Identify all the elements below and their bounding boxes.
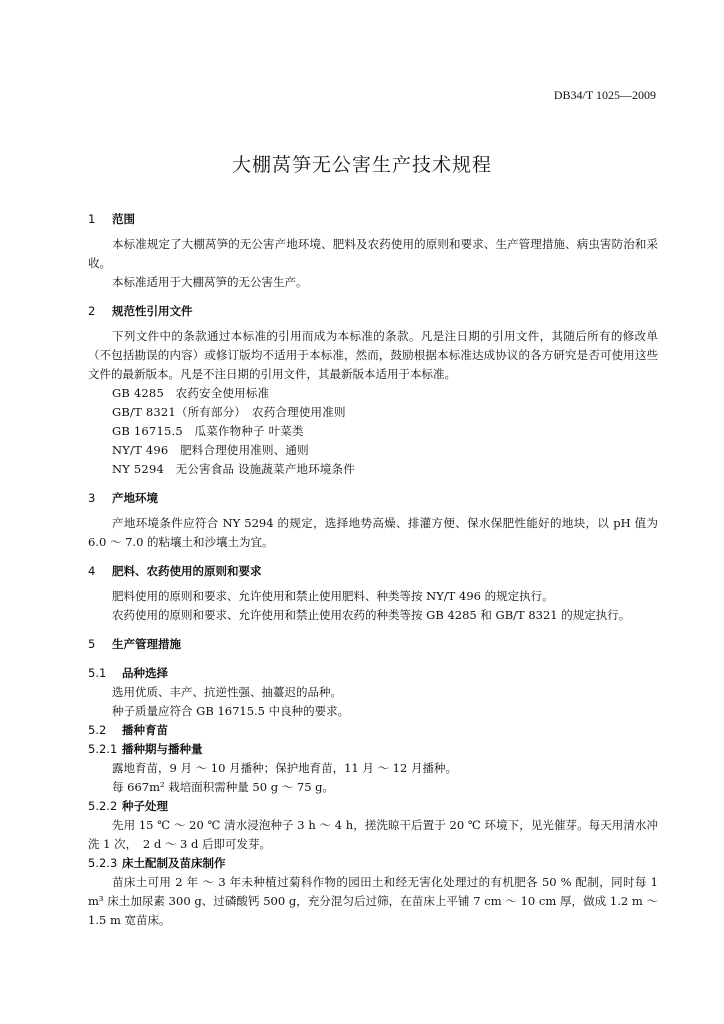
- paragraph: 苗床土可用 2 年 ～ 3 年未种植过菊科作物的园田土和经无害化处理过的有机肥各 50 % 配制，同时每 1 m³ 床土加尿素 300 g、过磷酸钙 500 g，充分混匀后过筛，在苗床上平铺 7 cm ～ 10 cm 厚，做成 1.2 m ～ 1.5 m 宽苗床。: [88, 875, 658, 927]
- section-title: 播种育苗: [122, 723, 168, 737]
- section-5-2-heading: [88, 721, 658, 740]
- section-title: 品种选择: [122, 666, 168, 680]
- paragraph: 农药使用的原则和要求、允许使用和禁止使用农药的种类等按 GB 4285 和 GB/T 8321 的规定执行。: [112, 608, 631, 622]
- paragraph: 种子质量应符合 GB 16715.5 中良种的要求。: [112, 704, 350, 718]
- paragraph: 露地育苗，9 月 ～ 10 月播种；保护地育苗，11 月 ～ 12 月播种。: [112, 761, 457, 775]
- section-number: 5.2.2: [88, 799, 118, 813]
- section-4-heading: [88, 562, 658, 581]
- document-body: [88, 210, 658, 930]
- section-3-heading: [88, 489, 658, 508]
- paragraph: 选用优质、丰产、抗逆性强、抽薹迟的品种。: [112, 685, 342, 699]
- section-number: 2: [88, 304, 96, 318]
- section-title: 床土配制及苗床制作: [122, 856, 226, 870]
- reference-item: NY 5294 无公害食品 设施蔬菜产地环境条件: [112, 462, 356, 476]
- section-title: 产地环境: [112, 491, 158, 505]
- section-number: 4: [88, 564, 96, 578]
- section-number: 5.2.3: [88, 856, 118, 870]
- section-number: 5.2.1: [88, 742, 118, 756]
- reference-item: GB/T 8321（所有部分） 农药合理使用准则: [112, 405, 346, 419]
- section-1-heading: [88, 210, 658, 229]
- paragraph: 下列文件中的条款通过本标准的引用而成为本标准的条款。凡是注日期的引用文件，其随后所有的修改单（不包括勘误的内容）或修订版均不适用于本标准，然而，鼓励根据本标准达成协议的各方研究是否可使用这些文件的最新版本。凡是不注日期的引用文件，其最新版本适用于本标准。: [88, 329, 658, 381]
- section-5-2-3-heading: [88, 854, 658, 873]
- paragraph: 先用 15 ℃ ～ 20 ℃ 清水浸泡种子 3 h ～ 4 h，搓洗晾干后置于 20 ℃ 环境下，见光催芽。每天用清水冲洗 1 次， 2 d ～ 3 d 后即可发芽。: [88, 818, 658, 851]
- section-number: 5.2: [88, 723, 107, 737]
- section-title: 种子处理: [122, 799, 168, 813]
- section-number: 5: [88, 637, 96, 651]
- paragraph: 产地环境条件应符合 NY 5294 的规定，选择地势高燥、排灌方便、保水保肥性能好的地块，以 pH 值为 6.0 ～ 7.0 的粘壤土和沙壤土为宜。: [88, 516, 658, 549]
- section-5-1-heading: [88, 664, 658, 683]
- section-5-2-2-heading: [88, 797, 658, 816]
- paragraph: 本标准规定了大棚莴笋的无公害产地环境、肥料及农药使用的原则和要求、生产管理措施、病虫害防治和采收。: [88, 237, 658, 270]
- section-title: 规范性引用文件: [112, 304, 193, 318]
- section-title: 范围: [112, 212, 135, 226]
- section-5-heading: [88, 635, 658, 654]
- standard-code: DB34/T 1025—2009: [553, 88, 656, 102]
- paragraph: 本标准适用于大棚莴笋的无公害生产。: [112, 275, 308, 289]
- reference-item: GB 16715.5 瓜菜作物种子 叶菜类: [112, 424, 304, 438]
- section-number: 3: [88, 491, 96, 505]
- reference-item: GB 4285 农药安全使用标准: [112, 386, 270, 400]
- section-title: 生产管理措施: [112, 637, 181, 651]
- reference-item: NY/T 496 肥料合理使用准则、通则: [112, 443, 309, 457]
- document-title: 大棚莴笋无公害生产技术规程: [231, 154, 492, 176]
- section-number: 5.1: [88, 666, 107, 680]
- section-number: 1: [88, 212, 96, 226]
- paragraph: 每 667m² 栽培面积需种量 50 g ～ 75 g。: [112, 780, 335, 794]
- section-5-2-1-heading: [88, 740, 658, 759]
- paragraph: 肥料使用的原则和要求、允许使用和禁止使用肥料、种类等按 NY/T 496 的规定执行。: [112, 589, 554, 603]
- section-title: 肥料、农药使用的原则和要求: [112, 564, 262, 578]
- section-title: 播种期与播种量: [122, 742, 203, 756]
- section-2-heading: [88, 302, 658, 321]
